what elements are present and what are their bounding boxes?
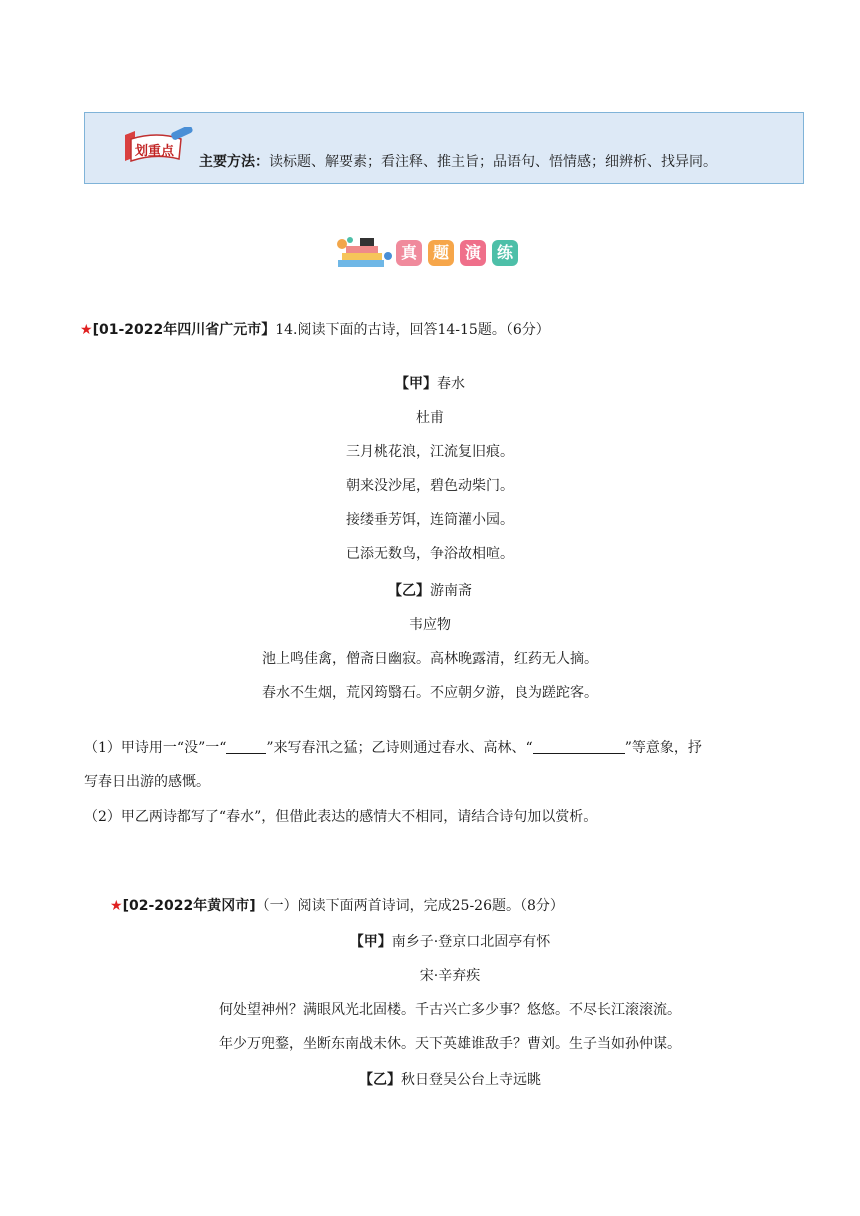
question-2-header [110, 895, 564, 915]
poem-1-author: 杜甫 [416, 410, 444, 426]
key-method-box [84, 112, 804, 184]
method-line [199, 151, 717, 171]
star-icon: ★ [80, 322, 93, 338]
question-text: ”等意象，抒 [624, 740, 702, 756]
key-points-badge-icon [121, 127, 195, 169]
poem-4-title-text: 秋日登吴公台上寺远眺 [401, 1072, 541, 1088]
banner-char-1: 真 [396, 240, 422, 266]
books-icon [334, 234, 394, 272]
poem-1-line: 接缕垂芳饵，连筒灌小园。 [346, 512, 514, 528]
poem-3-author: 宋·辛弃疾 [419, 968, 481, 984]
poem-2-author: 韦应物 [409, 617, 451, 633]
poem-2-line: 春水不生烟，荒冈筠翳石。不应朝夕游，良为蹉跎客。 [262, 685, 598, 701]
question-2-instruction: （一）阅读下面两首诗词，完成25-26题。（8分） [255, 898, 564, 914]
poem-3-line: 何处望神州？满眼风光北固楼。千古兴亡多少事？悠悠。不尽长江滚滚流。 [219, 1002, 681, 1018]
poem-4-title [80, 1069, 820, 1089]
poem-3-mark: 【甲】 [349, 934, 392, 950]
answer-blank[interactable] [226, 739, 266, 754]
question-1-part-1-cont: 写春日出游的感慨。 [84, 774, 210, 790]
method-label: 主要方法： [199, 154, 269, 170]
banner-char-4: 练 [492, 240, 518, 266]
poem-2-line: 池上鸣佳禽，僧斋日幽寂。高林晚露清，红药无人摘。 [262, 651, 598, 667]
poem-1-mark: 【甲】 [395, 376, 437, 392]
poem-1-title-text: 春水 [437, 376, 465, 392]
banner-char-3: 演 [460, 240, 486, 266]
poem-2-title [0, 580, 860, 600]
poem-1-line: 已添无数鸟，争浴故相喧。 [346, 546, 514, 562]
poem-2-title-text: 游南斋 [430, 583, 472, 599]
poem-2-mark: 【乙】 [388, 583, 430, 599]
poem-1-title [0, 373, 860, 393]
poem-3-title [80, 931, 820, 951]
method-text: 读标题、解要素；看注释、推主旨；品语句、悟情感；细辨析、找异同。 [269, 154, 717, 170]
poem-1-line: 朝来没沙尾，碧色动柴门。 [346, 478, 514, 494]
question-2-source: [02-2022年黄冈市] [122, 898, 256, 914]
question-text: （1）甲诗用一“没”一“ [84, 740, 227, 756]
star-icon: ★ [110, 898, 123, 914]
exercise-banner [334, 234, 524, 272]
badge-text: 划重点 [135, 144, 175, 159]
poem-4-mark: 【乙】 [359, 1072, 401, 1088]
poem-3-line: 年少万兜鍪，坐断东南战未休。天下英雄谁敌手？曹刘。生子当如孙仲谋。 [219, 1036, 681, 1052]
question-1-part-2: （2）甲乙两诗都写了“春水”，但借此表达的感情大不相同，请结合诗句加以赏析。 [84, 809, 598, 825]
question-1-header [80, 319, 550, 339]
question-1-instruction: 14.阅读下面的古诗，回答14-15题。（6分） [275, 322, 550, 338]
poem-3-title-text: 南乡子·登京口北固亭有怀 [391, 934, 551, 950]
question-text: ”来写春汛之猛；乙诗则通过春水、高林、“ [266, 740, 533, 756]
question-1-source: [01-2022年四川省广元市】 [92, 322, 276, 338]
answer-blank[interactable] [533, 739, 625, 754]
poem-1-line: 三月桃花浪，江流复旧痕。 [346, 444, 514, 460]
question-1-part-1 [84, 737, 702, 757]
banner-char-2: 题 [428, 240, 454, 266]
